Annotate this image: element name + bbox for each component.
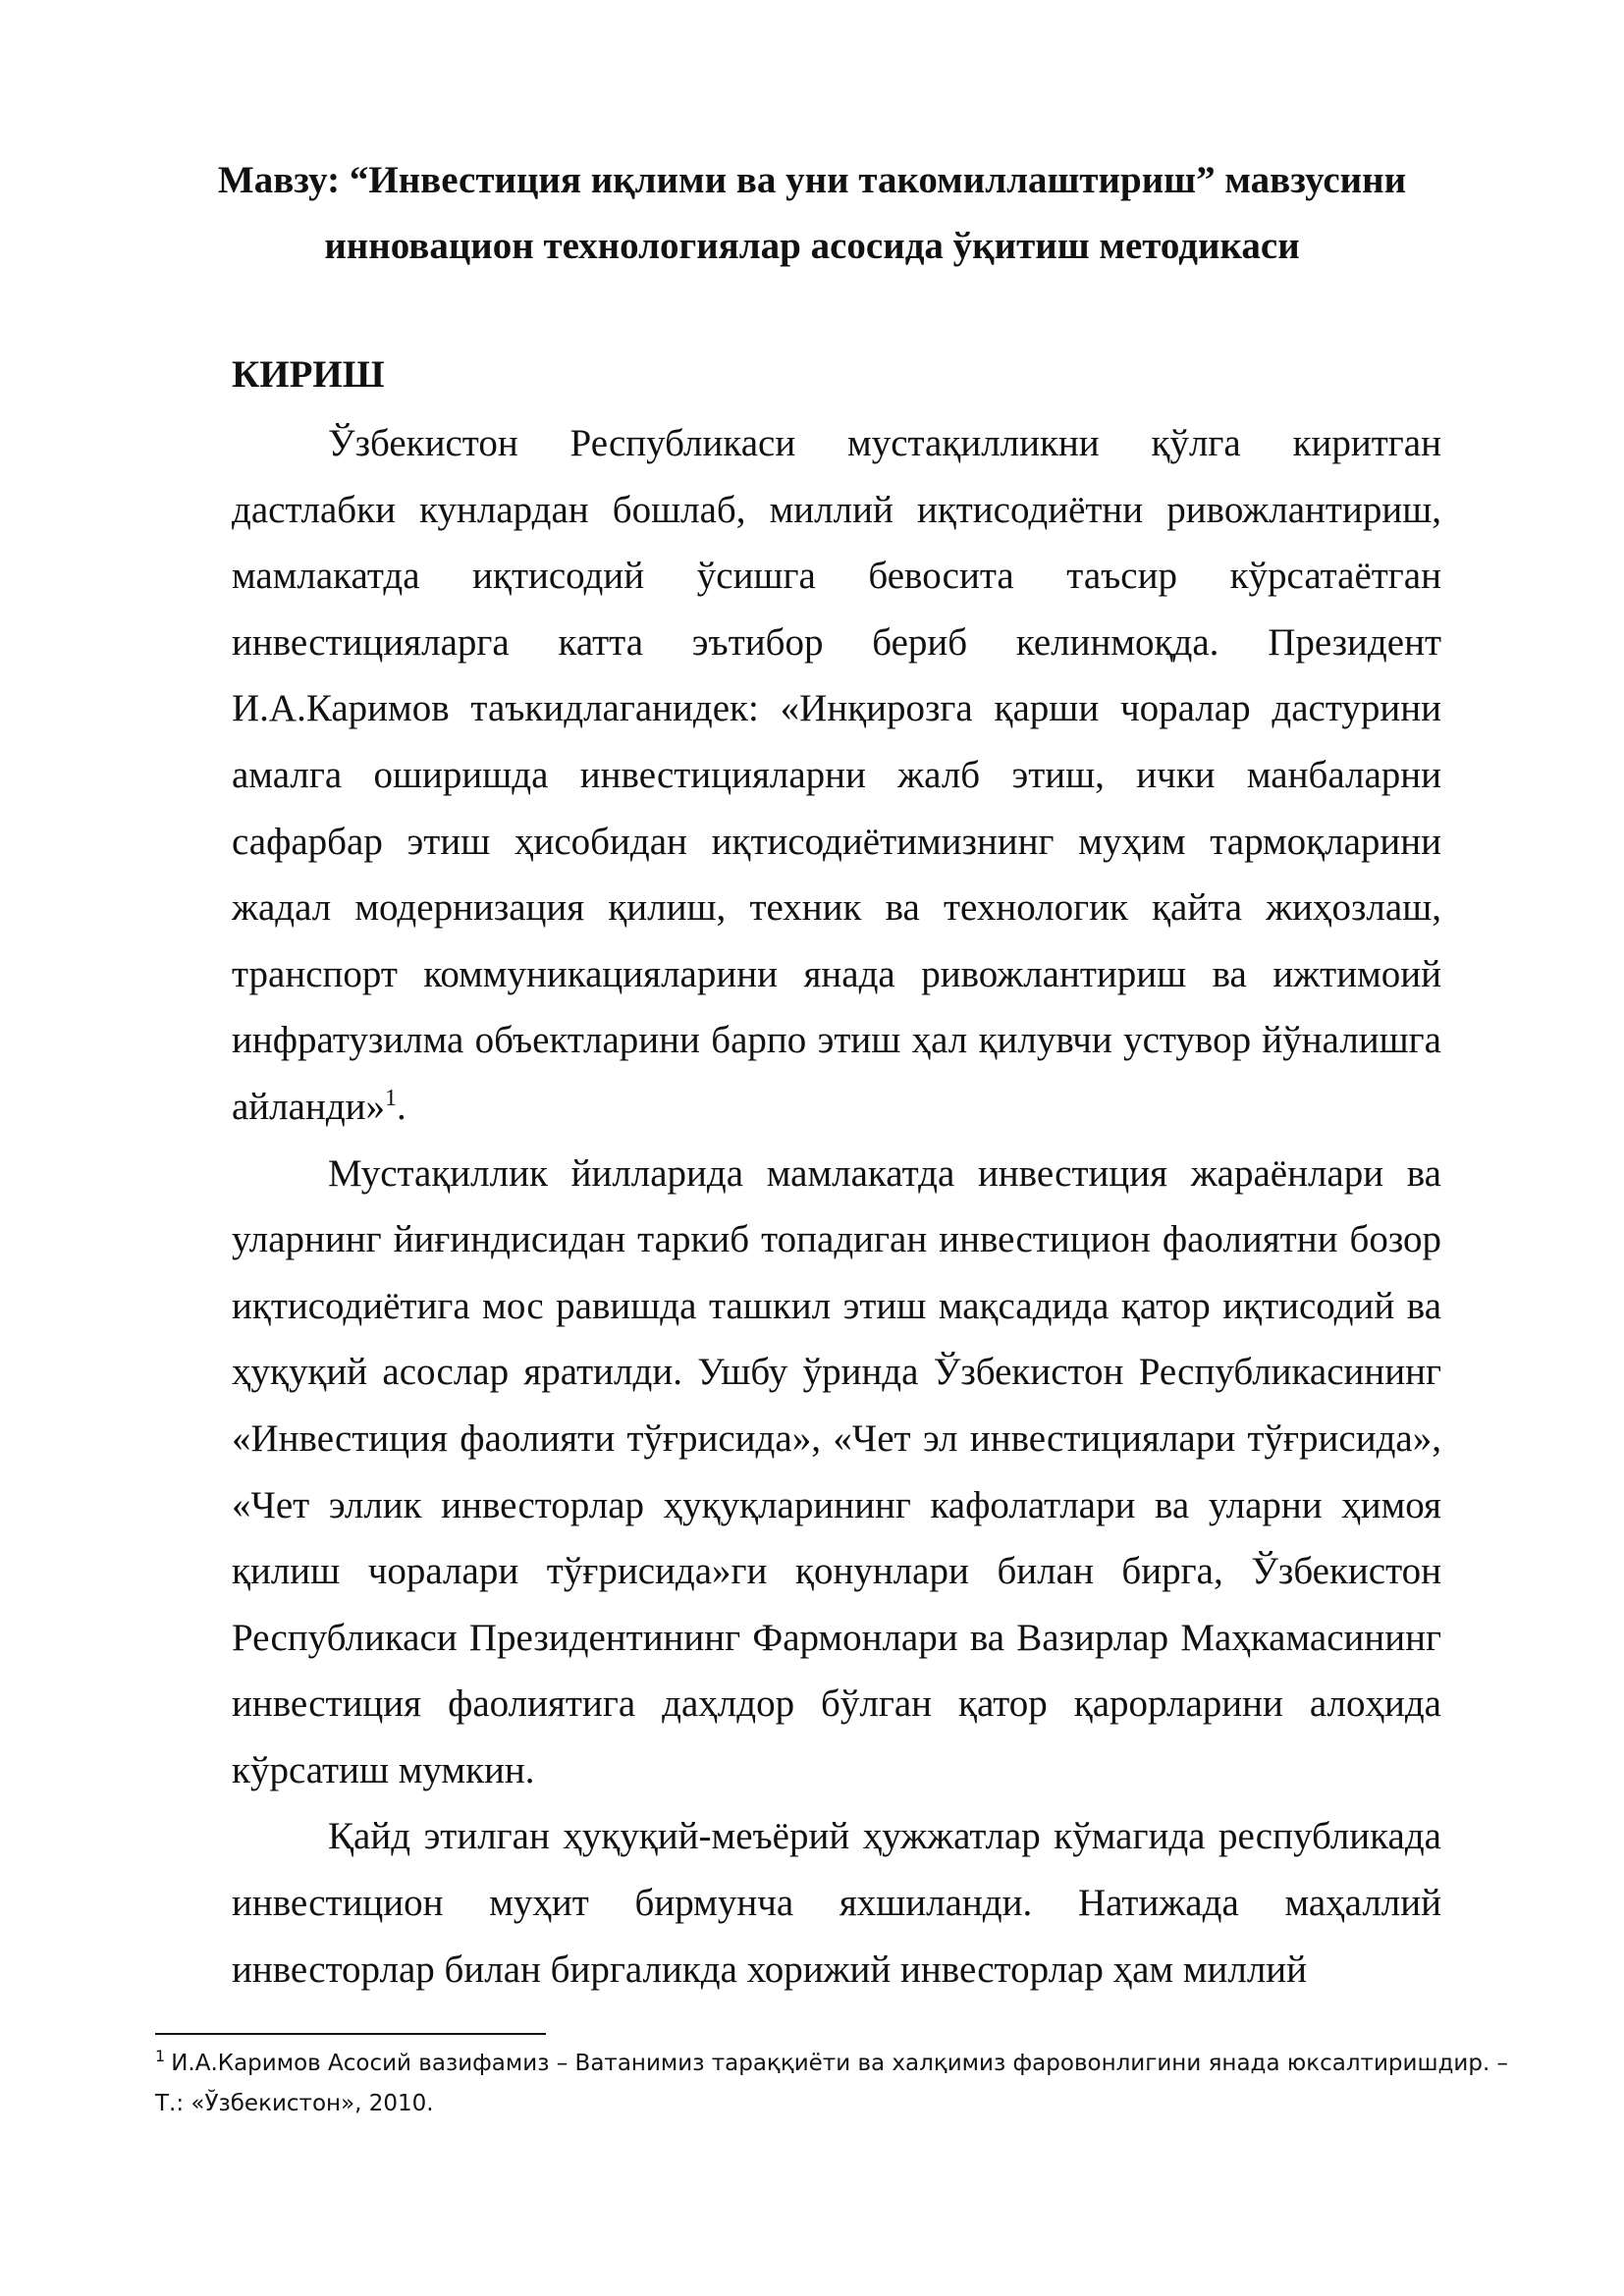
footnote-mark: 1 <box>155 2047 166 2066</box>
footnote-reference[interactable]: 1 <box>385 1085 398 1111</box>
paragraph-3: Қайд этилган ҳуқуқий-меъёрий ҳужжатлар кўмагида республикада инвестицион муҳит бирмунча яхшиланди. Натижада маҳаллий инвесторлар билан биргаликда хорижий инвесторлар ҳам миллий <box>232 1815 1441 1991</box>
footnote-text: И.А.Каримов Асосий вазифамиз – Ватанимиз тараққиёти ва халқимиз фаровонлигини янада юксалтиришдир. –Т.: «Ўзбекистон», 2010. <box>155 2051 1509 2116</box>
paragraph-2: Мустақиллик йилларида мамлакатда инвестиция жараёнлари ва уларнинг йиғиндисидан таркиб топадиган инвестицион фаолиятни бозор иқтисодиётига мос равишда ташкил этиш мақсадида қатор иқтисодий ва ҳуқуқий асослар яратилди. Ушбу ўринда Ўзбекистон Республикасининг «Инвестиция фаолияти тўғрисида», «Чет эл инвестициялари тўғрисида», «Чет эллик инвесторлар ҳуқуқларининг кафолатлари ва уларни ҳимоя қилиш чоралари тўғрисида»ги қонунлари билан бирга, Ўзбекистон Республикаси Президентининг Фармонлари ва Вазирлар Маҳкамасининг инвестиция фаолиятига даҳлдор бўлган қатор қарорларини алоҳида кўрсатиш мумкин. <box>232 1151 1441 1791</box>
paragraph-1 <box>232 410 1441 1141</box>
footnote <box>155 2044 1530 2124</box>
body-text <box>232 410 1441 2002</box>
title-line-2: инновацион технологиялар асосида ўқитиш методикаси <box>324 225 1300 267</box>
paragraph-1-text: Ўзбекистон Республикаси мустақилликни қўлга киритган дастлабки кунлардан бошлаб, миллий иқтисодиётни ривожлантириш, мамлакатда иқтисодий ўсишга бевосита таъсир кўрсатаётган инвестицияларга катта эътибор бериб келинмоқда. Президент И.А.Каримов таъкидлаганидек: «Инқирозга қарши чоралар дастурини амалга оширишда инвестицияларни жалб этиш, ички манбаларни сафарбар этиш ҳисобидан иқтисодиётимизнинг муҳим тармоқларини жадал модернизация қилиш, техник ва технологик қайта жиҳозлаш, транспорт коммуникацияларини янада ривожлантириш ва ижтимоий инфратузилма объектларини барпо этиш ҳал қилувчи устувор йўналишга айланди» <box>232 422 1441 1128</box>
section-heading: КИРИШ <box>232 353 385 396</box>
footnote-separator <box>155 2033 546 2035</box>
title-line-1: Мавзу: “Инвестиция иқлими ва уни такомиллаштириш” мавзусини <box>217 159 1407 201</box>
document-title <box>196 147 1428 279</box>
paragraph-1-tail: . <box>397 1085 406 1128</box>
